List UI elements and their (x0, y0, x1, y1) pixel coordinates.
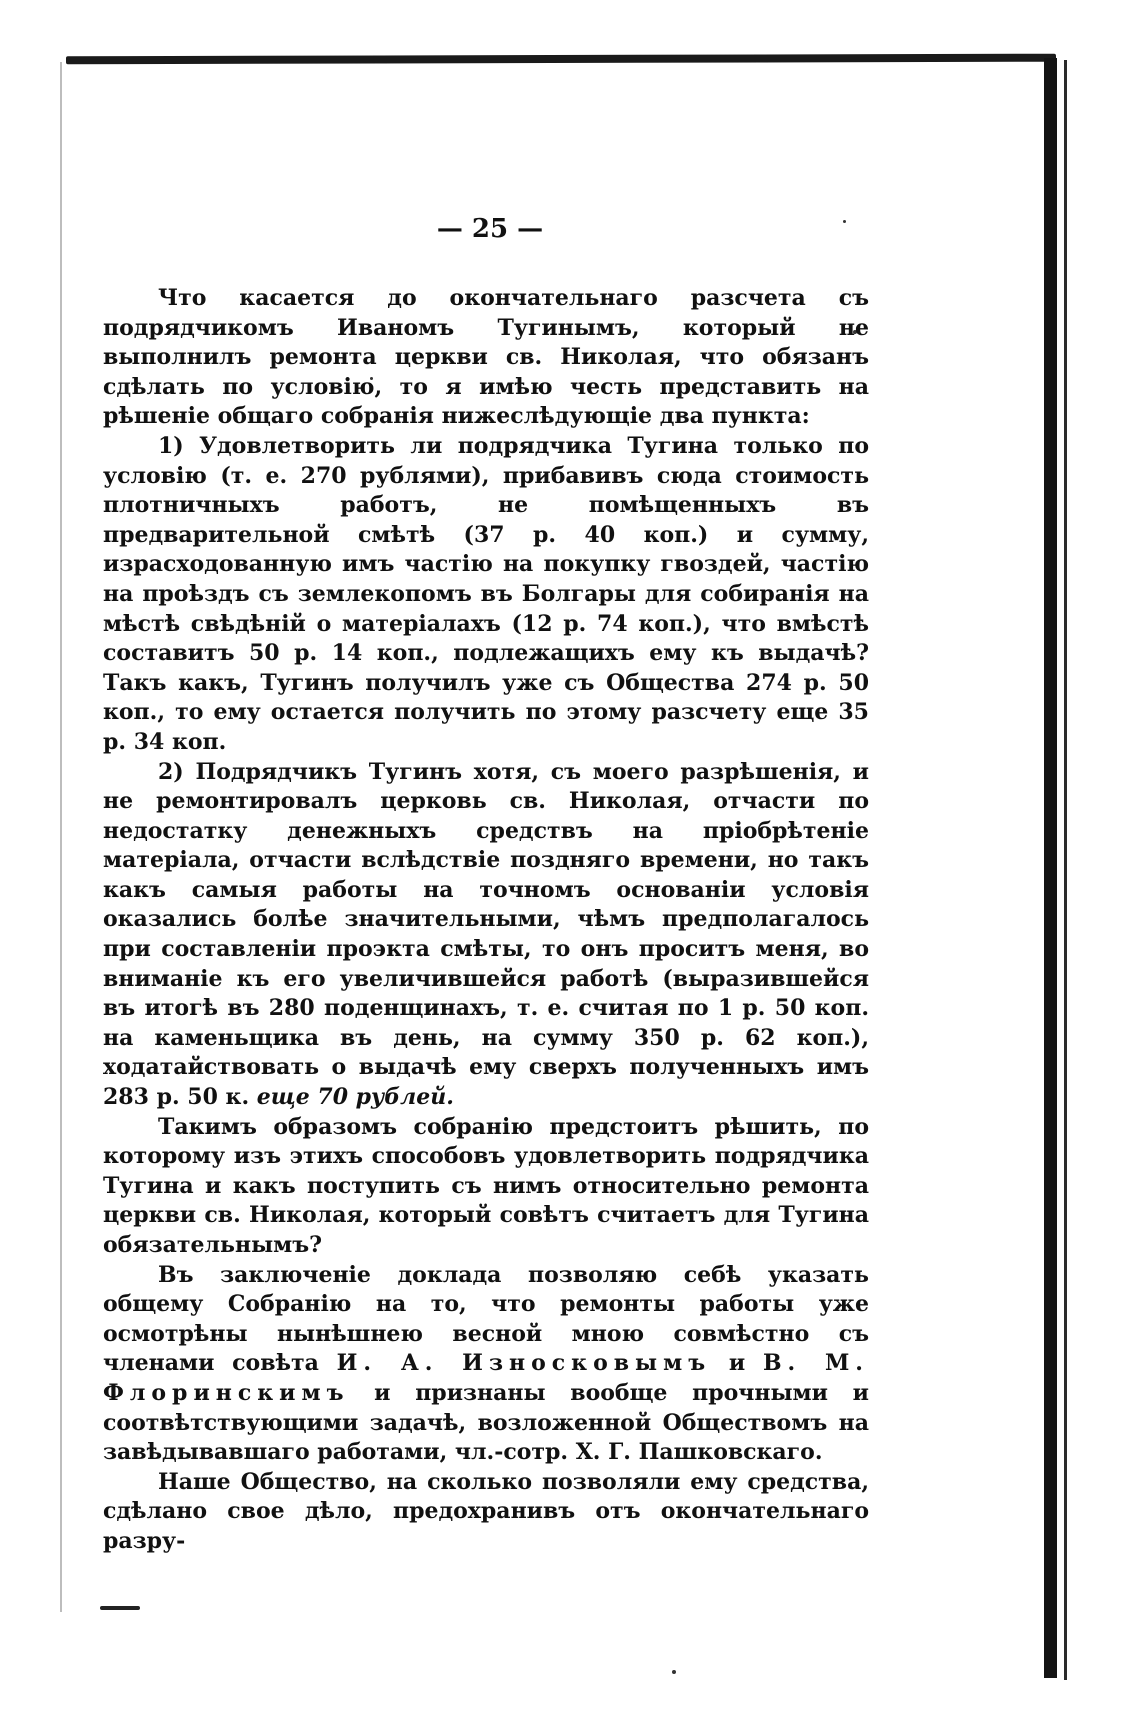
paragraph-text: и признаны вообще прочными и соотвѣтствующими задачѣ, возложенной Обществомъ на завѣдывавшаго работами, чл.-сотр. Х. Г. Пашковскаго. (103, 1379, 869, 1466)
right-page-edge (1064, 60, 1067, 1680)
paragraph-conclusion (103, 1261, 869, 1468)
paragraph-intro (103, 284, 869, 432)
margin-dash-mark (100, 1606, 140, 1610)
paragraph-text: Въ заключеніе доклада позволяю себѣ указать общему Собранію на то, что ремонты работы уже осмотрѣны нынѣшнею весной мною совмѣстно съ членами совѣта (103, 1261, 869, 1377)
right-binding-edge (1044, 58, 1057, 1678)
left-page-edge (60, 62, 62, 1612)
paragraph-text: 1) Удовлетворить ли подрядчика Тугина только по условію (т. е. 270 рублями), прибавивъ сюда стоимость плотничныхъ работъ, не помѣщенныхъ въ предварительной смѣтѣ (37 р. 40 коп.) и сумму, израсходованную имъ частію на покупку гвоздей, частію на проѣздъ съ землекопомъ въ Болгары для собиранія на мѣстѣ свѣдѣній о матеріалахъ (12 р. 74 коп.), что вмѣстѣ составитъ 50 р. 14 коп., подлежащихъ ему къ выдачѣ? Такъ какъ, Тугинъ получилъ уже съ Общества 274 р. 50 коп., то ему остается получить по этому разсчету еще 35 р. 34 коп. (103, 432, 869, 755)
paragraph-text: и (728, 1350, 746, 1377)
paragraph-point-1 (103, 432, 869, 758)
paragraph-text: 2) Подрядчикъ Тугинъ хотя, съ моего разрѣшенія, и не ремонтировалъ церковь св. Николая, отчасти по недостатку денежныхъ средствъ на пріобрѣтеніе матеріала, отчасти вслѣдствіе поздняго времени, но такъ какъ самыя работы на точномъ основаніи условія оказались болѣе значительными, чѣмъ предполагалось при составленіи проэкта смѣты, то онъ проситъ меня, во вниманіе къ его увеличившейся работѣ (выразившейся въ итогѣ въ 280 поденщинахъ, т. е. считая по 1 р. 50 коп. на каменьщика въ день, на сумму 350 р. 62 коп.), ходатайствовать о выдачѣ ему сверхъ полученныхъ имъ 283 р. 50 к. (103, 758, 869, 1111)
paragraph-text: Что касается до окончательнаго разсчета съ подрядчикомъ Иваномъ Тугинымъ, который не выполнилъ ремонта церкви св. Николая, что обязанъ сдѣлать по условію, то я имѣю честь представить на рѣшеніе общаго собранія нижеслѣдующіе два пункта: (103, 285, 869, 430)
paragraph-point-2 (103, 758, 869, 1113)
body-text (103, 284, 869, 1557)
paragraph-text: Наше Общество, на сколько позволяли ему средства, сдѣлано свое дѣло, предохранивъ отъ окончательнаго разру- (103, 1468, 869, 1554)
paragraph-text: Такимъ образомъ собранію предстоитъ рѣшить, по которому изъ этихъ способовъ удовлетворить подрядчика Тугина и какъ поступить съ нимъ относительно ремонта церкви св. Николая, который совѣтъ считаетъ для Тугина обязательнымъ? (103, 1113, 869, 1258)
page-number: — 25 — (436, 214, 544, 244)
person-name: В. М. Флоринскимъ (103, 1350, 869, 1406)
ink-speck (672, 1670, 676, 1674)
ink-speck (843, 220, 846, 223)
emphasized-amount: еще 70 рублей. (256, 1084, 454, 1111)
top-border-line (66, 54, 1056, 65)
person-name: И. А. Износковымъ (336, 1350, 712, 1377)
paragraph-closing (103, 1468, 869, 1557)
paragraph-decision (103, 1113, 869, 1261)
